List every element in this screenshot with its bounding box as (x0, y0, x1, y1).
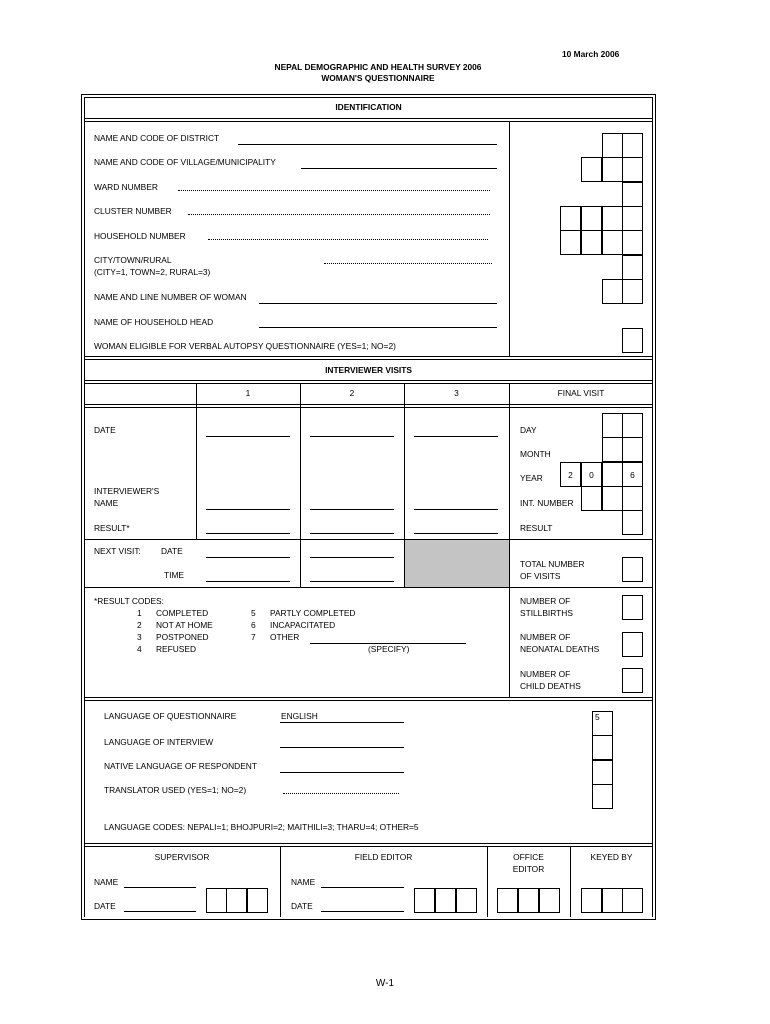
lang-interview-box[interactable] (592, 735, 613, 760)
interviewer-label: INTERVIEWER'S (94, 486, 160, 496)
cluster-code-box[interactable] (602, 206, 623, 231)
child-deaths-label: NUMBER OF (520, 669, 571, 679)
translator-label: TRANSLATOR USED (YES=1; NO=2) (104, 785, 247, 795)
code-label: COMPLETED (156, 608, 209, 618)
visit-col-3: 3 (454, 388, 459, 398)
village-code-box[interactable] (602, 157, 623, 182)
office-editor-header: OFFICE (513, 852, 544, 862)
year-box[interactable]: 6 (622, 462, 643, 487)
next-date-label: DATE (161, 546, 183, 556)
ward-code-box[interactable] (622, 182, 643, 207)
household-code-box[interactable] (622, 230, 643, 255)
next-time-label: TIME (164, 570, 185, 580)
woman-line-box[interactable] (602, 279, 623, 304)
stillbirths-label-2: STILLBIRTHS (520, 608, 573, 618)
code-num: 4 (137, 644, 142, 654)
date-label: DATE (94, 425, 116, 435)
month-box[interactable] (622, 437, 643, 462)
cluster-code-box[interactable] (560, 206, 581, 231)
head-field[interactable] (259, 327, 497, 328)
head-label: NAME OF HOUSEHOLD HEAD (94, 317, 214, 327)
editor-code-box[interactable] (435, 888, 456, 913)
cluster-code-box[interactable] (581, 206, 602, 231)
stillbirths-label: NUMBER OF (520, 596, 571, 606)
specify-label: (SPECIFY) (368, 644, 410, 654)
code-label: OTHER (270, 632, 300, 642)
shaded-cell (405, 540, 509, 587)
code-num: 6 (251, 620, 256, 630)
supervisor-code-box[interactable] (226, 888, 247, 913)
visits-title: INTERVIEWER VISITS (325, 365, 412, 375)
editor-name-field[interactable] (321, 887, 404, 888)
household-field[interactable] (208, 239, 488, 240)
day-box[interactable] (622, 413, 643, 438)
office-editor-header-2: EDITOR (512, 864, 545, 874)
year-label: YEAR (520, 473, 543, 483)
household-code-box[interactable] (560, 230, 581, 255)
document-date: 10 March 2006 (562, 49, 620, 59)
eligible-label: WOMAN ELIGIBLE FOR VERBAL AUTOPSY QUESTIONNAIRE (YES=1; NO=2) (94, 341, 396, 351)
office-editor-box[interactable] (539, 888, 560, 913)
editor-code-box[interactable] (456, 888, 477, 913)
stillbirths-box[interactable] (622, 595, 643, 620)
supervisor-header: SUPERVISOR (154, 852, 210, 862)
village-label: NAME AND CODE OF VILLAGE/MUNICIPALITY (94, 157, 276, 167)
survey-title: NEPAL DEMOGRAPHIC AND HEALTH SURVEY 2006 (274, 62, 482, 72)
final-result-box[interactable] (622, 510, 643, 535)
village-code-box[interactable] (581, 157, 602, 182)
visit2-date-field[interactable] (310, 436, 394, 437)
supervisor-code-box[interactable] (247, 888, 268, 913)
visit2-result-field[interactable] (310, 533, 394, 534)
lang-native-label: NATIVE LANGUAGE OF RESPONDENT (104, 761, 257, 771)
neonatal-label: NUMBER OF (520, 632, 571, 642)
editor-date-label: DATE (291, 901, 313, 911)
woman-label: NAME AND LINE NUMBER OF WOMAN (94, 292, 247, 302)
lang-interview-label: LANGUAGE OF INTERVIEW (104, 737, 214, 747)
lang-interview-field[interactable] (280, 747, 404, 748)
visit1-result-field[interactable] (206, 533, 290, 534)
code-label: NOT AT HOME (156, 620, 213, 630)
identification-title: IDENTIFICATION (335, 102, 402, 112)
next1-time-field[interactable] (206, 581, 290, 582)
total-visits-box[interactable] (622, 557, 643, 582)
office-editor-box[interactable] (518, 888, 539, 913)
lang-native-field[interactable] (280, 772, 404, 773)
next2-time-field[interactable] (310, 581, 394, 582)
next1-date-field[interactable] (206, 557, 290, 558)
field-editor-header: FIELD EDITOR (354, 852, 413, 862)
district-label: NAME AND CODE OF DISTRICT (94, 133, 220, 143)
code-label: POSTPONED (156, 632, 209, 642)
supervisor-date-label: DATE (94, 901, 116, 911)
keyed-by-header: KEYED BY (590, 852, 633, 862)
city-label: CITY/TOWN/RURAL (94, 255, 172, 265)
keyed-by-box[interactable] (602, 888, 623, 913)
cluster-label: CLUSTER NUMBER (94, 206, 172, 216)
final-result-label: RESULT (520, 523, 553, 533)
district-code-box[interactable] (622, 133, 643, 158)
next-visit-label: NEXT VISIT: (94, 546, 141, 556)
code-num: 1 (137, 608, 142, 618)
total-visits-label-2: OF VISITS (520, 571, 561, 581)
visit3-date-field[interactable] (414, 436, 498, 437)
visit2-interviewer-field[interactable] (310, 509, 394, 510)
city-codes: (CITY=1, TOWN=2, RURAL=3) (94, 267, 211, 277)
ward-field[interactable] (178, 190, 490, 191)
household-code-box[interactable] (581, 230, 602, 255)
visit3-interviewer-field[interactable] (414, 509, 498, 510)
city-code-box[interactable] (622, 255, 643, 280)
supervisor-code-box[interactable] (206, 888, 227, 913)
household-label: HOUSEHOLD NUMBER (94, 231, 186, 241)
visit3-result-field[interactable] (414, 533, 498, 534)
keyed-by-box[interactable] (622, 888, 643, 913)
visit-col-1: 1 (245, 388, 251, 398)
city-field[interactable] (324, 263, 492, 264)
int-number-label: INT. NUMBER (520, 498, 574, 508)
child-deaths-label-2: CHILD DEATHS (520, 681, 581, 691)
lang-native-box[interactable] (592, 760, 613, 785)
total-visits-label: TOTAL NUMBER (520, 559, 585, 569)
ward-label: WARD NUMBER (94, 182, 158, 192)
supervisor-date-field[interactable] (124, 911, 196, 912)
month-label: MONTH (520, 449, 551, 459)
village-field[interactable] (301, 168, 497, 169)
day-label: DAY (520, 425, 537, 435)
translator-box[interactable] (592, 784, 613, 809)
day-box[interactable] (602, 413, 623, 438)
household-code-box[interactable] (602, 230, 623, 255)
district-field[interactable] (238, 144, 497, 145)
village-code-box[interactable] (622, 157, 643, 182)
next2-date-field[interactable] (310, 557, 394, 558)
int-number-box[interactable] (581, 486, 602, 511)
child-deaths-box[interactable] (622, 668, 643, 693)
code-label: INCAPACITATED (270, 620, 336, 630)
supervisor-name-label: NAME (94, 877, 119, 887)
month-box[interactable] (602, 437, 623, 462)
final-visit-header: FINAL VISIT (557, 388, 605, 398)
page-number: W-1 (375, 978, 395, 989)
editor-name-label: NAME (291, 877, 316, 887)
year-box[interactable] (602, 462, 623, 487)
woman-field[interactable] (259, 303, 497, 304)
visit1-interviewer-field[interactable] (206, 509, 290, 510)
office-editor-box[interactable] (497, 888, 518, 913)
lang-questionnaire-label: LANGUAGE OF QUESTIONNAIRE (104, 711, 237, 721)
code-num: 3 (137, 632, 142, 642)
neonatal-label-2: NEONATAL DEATHS (520, 644, 600, 654)
result-codes-title: *RESULT CODES: (94, 596, 164, 606)
cluster-field[interactable] (188, 214, 490, 215)
code-num: 5 (251, 608, 256, 618)
year-box[interactable]: 0 (581, 462, 602, 487)
editor-code-box[interactable] (414, 888, 435, 913)
keyed-by-box[interactable] (581, 888, 602, 913)
lang-questionnaire-value: ENGLISH (281, 711, 318, 721)
editor-date-field[interactable] (321, 911, 404, 912)
translator-field[interactable] (283, 793, 399, 794)
code-label: PARTLY COMPLETED (270, 608, 356, 618)
int-number-box[interactable] (602, 486, 623, 511)
lang-questionnaire-code: 5 (595, 712, 600, 722)
eligible-code-box[interactable] (622, 328, 643, 353)
visit1-date-field[interactable] (206, 436, 290, 437)
supervisor-name-field[interactable] (124, 887, 196, 888)
code-label: REFUSED (156, 644, 197, 654)
result-label: RESULT* (94, 523, 130, 533)
year-box[interactable]: 2 (560, 462, 581, 487)
woman-line-box[interactable] (622, 279, 643, 304)
code-num: 2 (137, 620, 142, 630)
cluster-code-box[interactable] (622, 206, 643, 231)
visit-col-2: 2 (349, 388, 355, 398)
code-num: 7 (251, 632, 256, 642)
language-codes: LANGUAGE CODES: NEPALI=1; BHOJPURI=2; MAITHILI=3; THARU=4; OTHER=5 (104, 822, 419, 832)
interviewer-name-label: NAME (94, 498, 119, 508)
neonatal-box[interactable] (622, 632, 643, 657)
int-number-box[interactable] (622, 486, 643, 511)
district-code-box[interactable] (602, 133, 623, 158)
questionnaire-title: WOMAN'S QUESTIONNAIRE (321, 73, 435, 83)
